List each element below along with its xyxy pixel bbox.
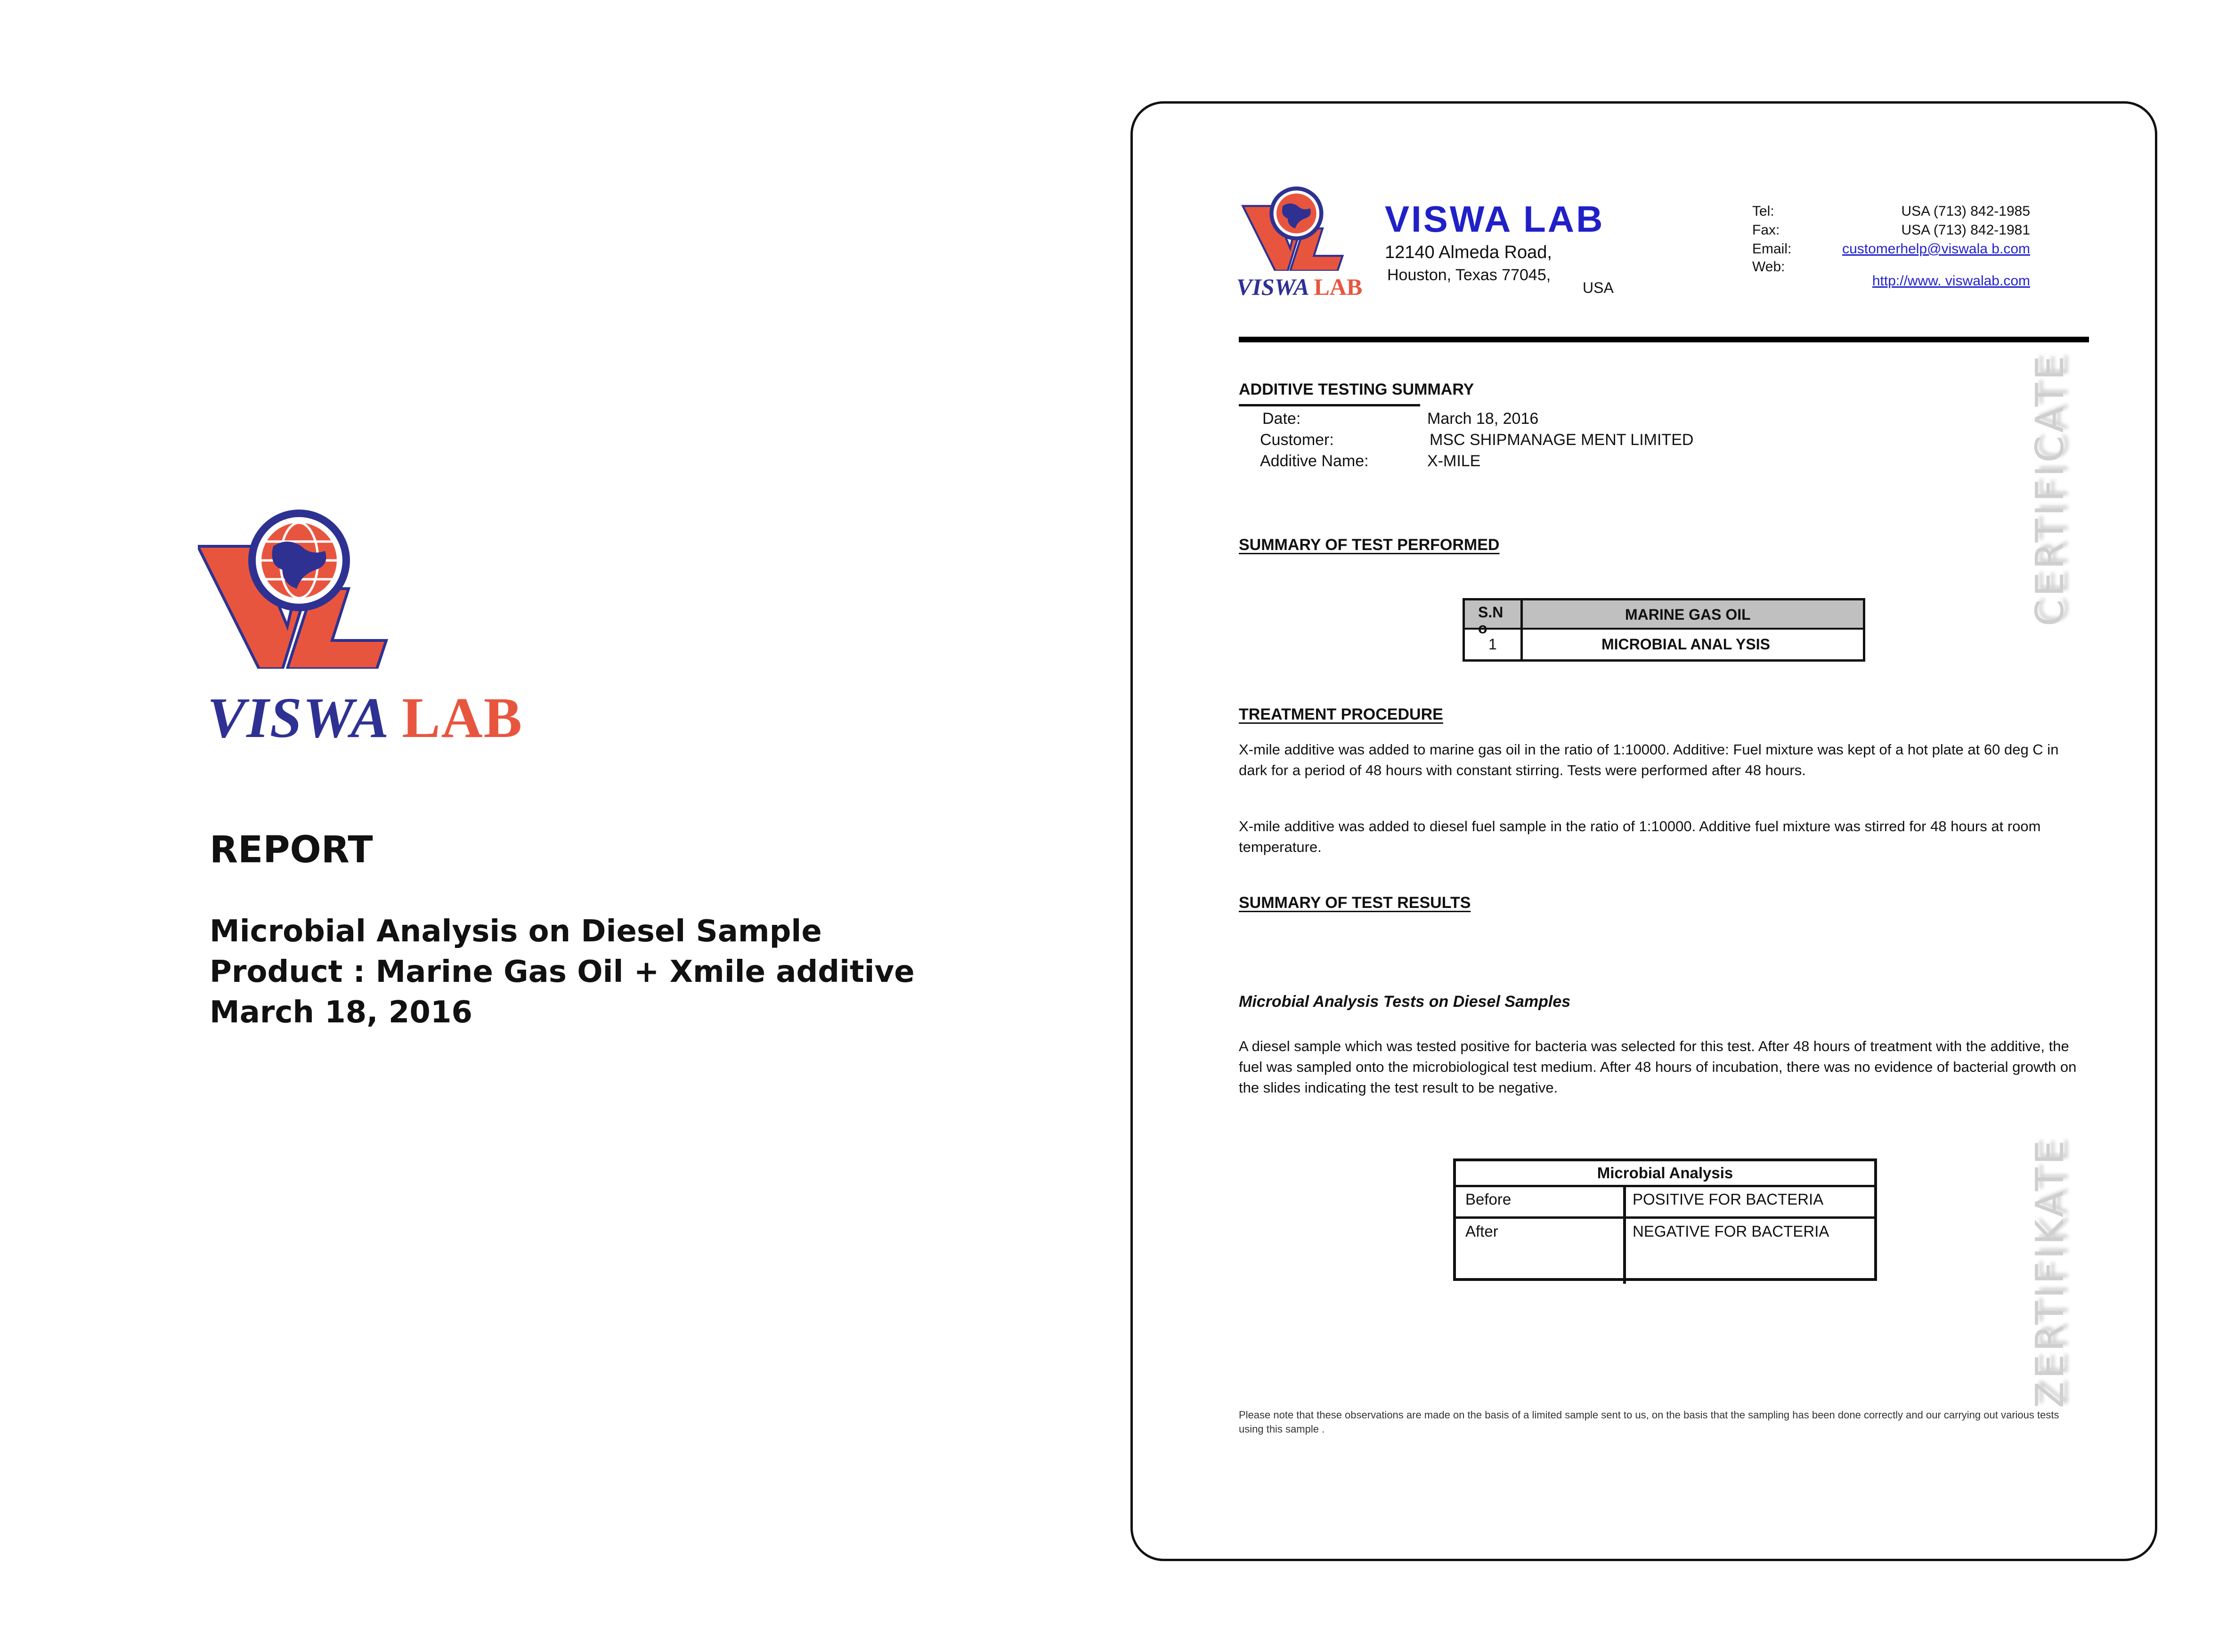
microbial-tests-title: Microbial Analysis Tests on Diesel Samples [1239, 993, 1571, 1011]
before-label: Before [1465, 1190, 1512, 1208]
date-value: March 18, 2016 [1427, 410, 1539, 428]
customer-value: MSC SHIPMANAGE MENT LIMITED [1430, 431, 1694, 449]
brand-word-lab: LAB [402, 686, 523, 750]
web-link[interactable]: http://www. viswalab.com [1872, 273, 2030, 289]
report-subtitle [210, 911, 915, 1033]
before-value: POSITIVE FOR BACTERIA [1633, 1190, 1824, 1208]
address-line-1: 12140 Almeda Road, [1385, 243, 1552, 262]
company-name: VISWA LAB [1385, 198, 1605, 240]
date-label: Date: [1262, 410, 1301, 428]
address-line-2: Houston, Texas 77045, [1387, 266, 1551, 284]
results-table [1453, 1158, 1877, 1281]
results-table-divider [1623, 1185, 1626, 1284]
viswa-lab-logo [198, 509, 405, 669]
results-table-line-2 [1456, 1216, 1874, 1219]
zertifikate-watermark: ZERTIFIKATE [2028, 1137, 2072, 1408]
treatment-title: TREATMENT PROCEDURE [1239, 705, 1443, 723]
logo-word-viswa: VISWA [1236, 274, 1308, 300]
web-label: Web: [1752, 259, 1785, 275]
marine-gas-oil-header: MARINE GAS OIL [1625, 606, 1751, 623]
microbial-analysis-cell: MICROBIAL ANAL YSIS [1601, 636, 1770, 653]
disclaimer-note: Please note that these observations are made on the basis of a limited sample sent to us, on the basis that the sampling has been done correctly and our carrying out various tests using this sample . [1239, 1409, 2059, 1435]
results-table-header: Microbial Analysis [1597, 1164, 1733, 1182]
tel-value: USA (713) 842-1985 [1901, 203, 2030, 219]
treatment-paragraph-1: X-mile additive was added to marine gas oil in the ratio of 1:10000. Additive: Fuel mixture was kept of a hot plate at 60 deg C in dark for a period of 48 hours with constant stirring. Tests were performed after 48 hours. [1239, 741, 2059, 778]
certificate-logo [1239, 186, 1357, 271]
after-value: NEGATIVE FOR BACTERIA [1633, 1223, 1829, 1240]
subtitle-line-2: Product : Marine Gas Oil + Xmile additive [210, 955, 915, 989]
additive-value: X-MILE [1427, 452, 1481, 470]
tests-performed-table [1463, 598, 1865, 662]
customer-label: Customer: [1260, 431, 1334, 449]
row-number: 1 [1488, 636, 1497, 653]
logo-word-lab: LAB [1314, 274, 1363, 300]
address-country: USA [1583, 279, 1614, 296]
treatment-paragraph-2: X-mile additive was added to diesel fuel sample in the ratio of 1:10000. Additive fuel mixture was stirred for 48 hours at room temperature. [1239, 818, 2041, 855]
after-label: After [1465, 1223, 1498, 1240]
brand-word-viswa: VISWA [207, 686, 387, 750]
subtitle-line-1: Microbial Analysis on Diesel Sample [210, 914, 822, 949]
fax-label: Fax: [1752, 222, 1780, 238]
additive-label: Additive Name: [1260, 452, 1369, 470]
fax-value: USA (713) 842-1981 [1901, 222, 2030, 238]
header-divider [1239, 337, 2089, 342]
sno-header: S.N o [1478, 604, 1504, 637]
summary-title: ADDITIVE TESTING SUMMARY [1239, 381, 1474, 398]
report-heading: REPORT [210, 829, 373, 871]
tel-label: Tel: [1752, 203, 1774, 219]
certificate-logo-text [1236, 273, 1362, 300]
tests-performed-title: SUMMARY OF TEST PERFORMED [1239, 536, 1500, 554]
tests-table-divider [1520, 600, 1523, 659]
results-title: SUMMARY OF TEST RESULTS [1239, 894, 1471, 912]
subtitle-line-3: March 18, 2016 [210, 995, 472, 1030]
email-label: Email: [1752, 241, 1792, 257]
left-brand-name [207, 685, 523, 751]
certificate-watermark: CERTIFICATE [2028, 353, 2072, 626]
microbial-paragraph: A diesel sample which was tested positive for bacteria was selected for this test. After 48 hours of treatment with the additive, the fuel was sampled onto the microbiological test medium. After 48 hours of incubation, there was no evidence of bacterial growth on the slides indicating the test result to be negative. [1239, 1038, 2077, 1096]
summary-title-underline [1239, 404, 1420, 406]
email-link[interactable]: customerhelp@viswala b.com [1842, 241, 2030, 257]
results-table-line-1 [1456, 1185, 1874, 1187]
